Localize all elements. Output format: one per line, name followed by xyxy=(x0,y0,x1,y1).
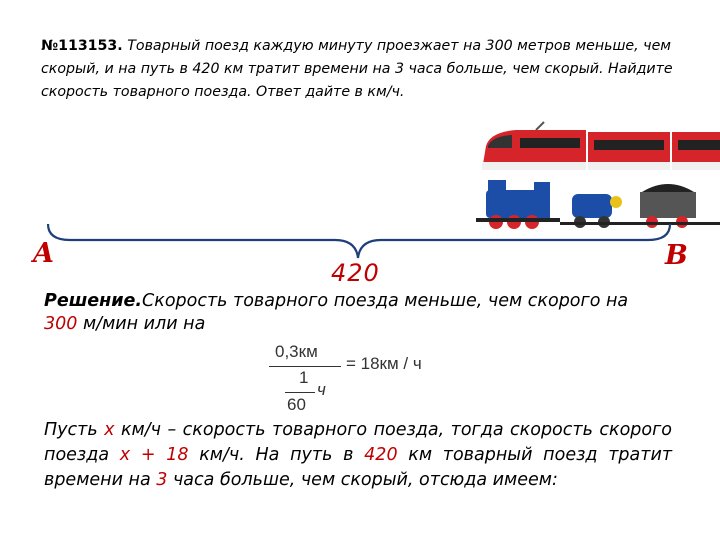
conversion-formula xyxy=(269,340,469,418)
para-text-4: км товарный поезд тратит времени на xyxy=(44,445,673,490)
formula-denominator-unit: ч xyxy=(317,380,326,399)
formula-denominator-bottom: 60 xyxy=(287,395,306,414)
point-a-label: A xyxy=(33,238,54,269)
var-x-plus-18: x + 18 xyxy=(119,445,189,465)
solution-line: Скорость товарного поезда меньше, чем скорого на xyxy=(142,291,629,311)
solution-paragraph xyxy=(44,418,672,493)
formula-denominator-top: 1 xyxy=(299,368,309,387)
solution-heading: Решение. xyxy=(44,291,143,311)
solution-unit-tail: м/мин или на xyxy=(77,314,206,334)
trains-illustration xyxy=(476,118,720,236)
formula-result: = 18км / ч xyxy=(346,354,422,373)
formula-numerator: 0,3км xyxy=(275,342,318,361)
problem-number: №113153. xyxy=(41,38,123,54)
formula-inner-bar xyxy=(285,392,315,393)
point-b-label: B xyxy=(665,240,688,271)
distance-label: 420 xyxy=(331,259,380,287)
formula-fraction-bar xyxy=(269,366,341,367)
para-text-3: км/ч. На путь в xyxy=(188,445,365,465)
para-text-2: км/ч – скорость товарного поезда, тогда скорость скорого поезда xyxy=(44,420,672,465)
problem-text: Товарный поезд каждую минуту проезжает на 300 метров меньше, чем скорый, и на путь в 420 км тратит времени на 3 часа больше, чем скорый. Найдите скорость товарного поезда. Ответ дайте в км/ч. xyxy=(41,38,673,100)
solution-intro xyxy=(44,290,684,336)
value-420: 420 xyxy=(364,445,398,465)
para-text-1: Пусть xyxy=(44,420,105,440)
passenger-train xyxy=(482,122,720,170)
value-3: 3 xyxy=(156,470,168,490)
para-text-5: часа больше, чем скорый, отсюда имеем: xyxy=(167,470,558,490)
var-x: x xyxy=(104,420,115,440)
speed-difference-value: 300 xyxy=(44,314,78,334)
problem-statement xyxy=(41,35,681,104)
distance-brace xyxy=(40,222,680,262)
